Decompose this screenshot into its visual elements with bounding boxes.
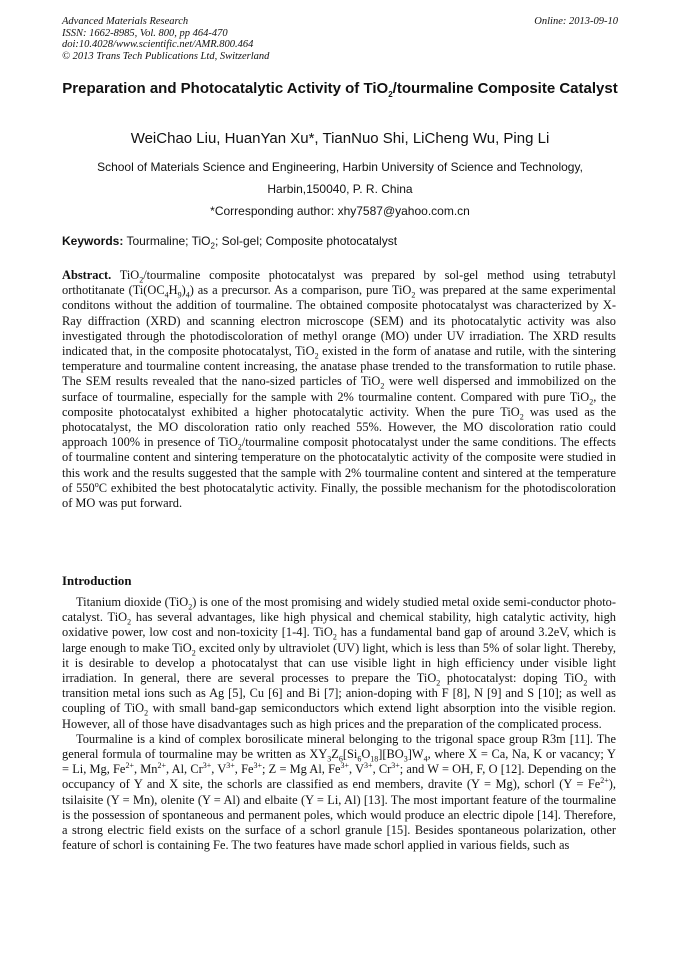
corresponding-author: *Corresponding author: xhy7587@yahoo.com.cn [210, 204, 470, 218]
section-heading-introduction: Introduction [62, 574, 132, 588]
introduction-body [62, 595, 616, 853]
paragraph: Titanium dioxide (TiO$_2$) is one of the most promising and widely studied metal oxide semi-conductor photo-catalyst. TiO$_2$ has several advantages, like high physical and chemical stability, high catalytic activity, high oxidative power, low cost and non-toxicity [1-4]. TiO$_2$ has a fundamental band gap of around 3.2eV, which is large enough to make TiO$_2$ excited only by ultraviolet (UV) light, which is less than 5% of solar light. Thereby, it is desirable to develop a photocatalyst that can use visible light in high efficiency under visible light irradiation. In general, there are several processes to prepare the TiO$_2$ photocatalyst: doping TiO$_2$ with transition metal ions such as Ag [5], Cu [6] and Bi [7]; anion-doping with F [8], N [9] and S [10]; as well as coupling of TiO$_2$ with small band-gap semiconductors which extend light absorption into the visible region. However, all of those have disadvantages such as high prices and the preparation of the complicated process. [62, 595, 616, 731]
affiliation-line-1: School of Materials Science and Engineering, Harbin University of Science and Technology, [97, 160, 583, 174]
doi-line: doi:10.4028/www.scientific.net/AMR.800.464 [62, 39, 254, 50]
affiliation [62, 156, 618, 222]
paper-title: Preparation and Photocatalytic Activity of TiO$_2$/tourmaline Composite Catalyst [62, 80, 618, 99]
abstract-label: Abstract. [62, 268, 112, 282]
issn-line: ISSN: 1662-8985, Vol. 800, pp 464-470 [62, 27, 228, 39]
copyright-line: © 2013 Trans Tech Publications Ltd, Switzerland [62, 50, 270, 62]
keywords: Keywords: Tourmaline; TiO$_2$; Sol-gel; Composite photocatalyst [62, 234, 398, 251]
abstract: Abstract. TiO$_2$/tourmaline composite photocatalyst was prepared by sol-gel method using tetrabutyl orthotitanate $(Ti(OC_4H_9)_4)$ as a precursor. As a comparison, pure TiO$_2$ was prepared at the same experimental conditons without the addition of tourmaline. The obtained composite photocatalyst was characterized by X-Ray diffraction (XRD) and scanning electron microscope (SEM) and its photocatalytic activity was also investigated through the photodiscoloration of methyl orange (MO) under UV irradiation. The XRD results indicated that, in the composite photocatalyst, TiO$_2$ existed in the form of anatase and rutile, with the sintering temperature and tourmaline content increasing, the anatase phase trended to the transformation to rutile phase. The SEM results revealed that the nano-sized particles of TiO$_2$ were well dispersed and immobilized on the surface of tourmaline, especially for the sample with 2% tourmaline content. Compared with pure TiO$_2$, the composite photocatalyst exhibited a higher photocatalytic activity. When the pure TiO$_2$ was used as the photocatalyst, the MO discoloration ratio only reached 55%. However, the MO discoloration ratio could approach 100% in presence of TiO$_2$/tourmaline composit photocatalyst under the same conditions. The effects of tourmaline content and sintering temperature on the photocatalytic activity of the composite were studied in this work and the results suggested that the sample with 2% tourmaline content and sintered at the temperature of 550$^o$C exhibited the best photocatalytic activity. Finally, the possible mechanism for the photodiscoloration of MO was put forward. [62, 268, 617, 511]
journal-header [62, 16, 618, 62]
paragraph: Tourmaline is a kind of complex borosilicate mineral belonging to the trigonal space group R3m [11]. The general formula of tourmaline may be written as $XY_3Z_6[Si_6O_{18}][BO_3]W_4$, where X = Ca, Na, K or vacancy; Y = Li, Mg, $Fe^{2+}$, $Mn^{2+}$, Al, $Cr^{3+}$, $V^{3+}$, $Fe^{3+}$; Z = Mg Al, $Fe^{3+}$, $V^{3+}$, $Cr^{3+}$; and W = OH, F, O [12]. Depending on the occupancy of Y and X site, the schorls are classified as end members, dravite (Y = Mg), schorl $(Y = Fe^{2+})$, tsilaisite (Y = Mn), olenite (Y = Al) and elbaite (Y = Li, Al) [13]. The most important feature of the tourmaline is the possession of spontaneous and permanent poles, which would produce an electric dipole [14]. Therefore, a strong electric field exists on the surface of a schorl granule [15]. Besides spontaneous polarization, other feature of schorl is containing Fe. The two features have made schorl applied in various fields, such as [62, 731, 617, 853]
online-date: Online: 2013-09-10 [534, 16, 618, 27]
journal-name: Advanced Materials Research [62, 16, 189, 27]
author-list: WeiChao Liu, HuanYan Xu*, TianNuo Shi, LiCheng Wu, Ping Li [130, 130, 550, 147]
affiliation-line-2: Harbin,150040, P. R. China [267, 182, 413, 196]
keywords-label: Keywords: [62, 234, 124, 248]
